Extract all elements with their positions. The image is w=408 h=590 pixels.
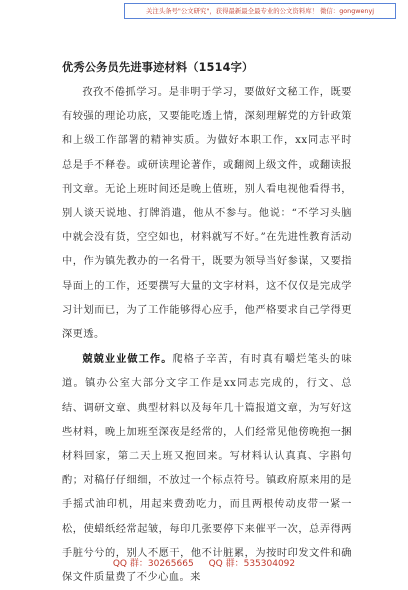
paragraph-work [62,347,352,590]
document-body [62,80,352,590]
paragraph-lead: 兢兢业业做工作。 [82,353,173,366]
footer-contacts [0,556,408,569]
paragraph-text: 孜孜不倦抓学习。是非明于学习，要做好文秘工作，既要有较强的理论功底，又要能吃透上情，深刻理解党的方针政策和上级工作部署的精神实质。为做好本职工作，xx同志平时总是手不释卷。或研读理论著作，或翻阅上级文件，或翻读报刊文章。无论上班时间还是晚上值班，别人看电视他看得书，别人谈天说地、打牌消遣，他从不参与。他说：“不学习头脑中就会没有货，空空如也，材料就写不好。”在先进性教育活动中，作为镇先教办的一名骨干，既要为领导当好参谋，又要指导面上的工作，还要撰写大量的文字材料，这不仅仅是完成学习计划而已，为了工作能够得心应手，他严格要求自己学得更深更透。 [62,87,352,341]
footer-qq-group-1: QQ 群：30265665 [112,559,194,569]
paragraph-study [62,80,352,347]
document-title: 优秀公务员先进事迹材料（1514字） [62,61,254,74]
paragraph-text: 爬格子辛苦，有时真有嚼烂笔头的味道。镇办公室大部分文字工作是xx同志完成的，行文、总结、调研文章、典型材料以及每年几十篇报道文章，为写好这些材料，晚上加班至深夜是经常的，人们经常见他傍晚抱一捆材料回家，第二天上班又抱回来。写材料认认真真、字斟句酌；对稿仔仔细细，不放过一个标点符号。镇政府原来用的是手摇式油印机，用起来费劲吃力，而且两根传动皮带一紧一松，使蜡纸经常起皱，每印几张要停下来催平一次，总弄得两手脏兮兮的，别人不愿干，他不计脏累，为按时印发文件和确保文件质量费了不少心血。来 [62,354,353,584]
header-banner: 关注头条号"公文研究"，获得最新最全最专业的公文资料库！ 微信：gongwenyj [124,3,396,19]
footer-qq-group-2: QQ 群：535304092 [208,559,296,569]
